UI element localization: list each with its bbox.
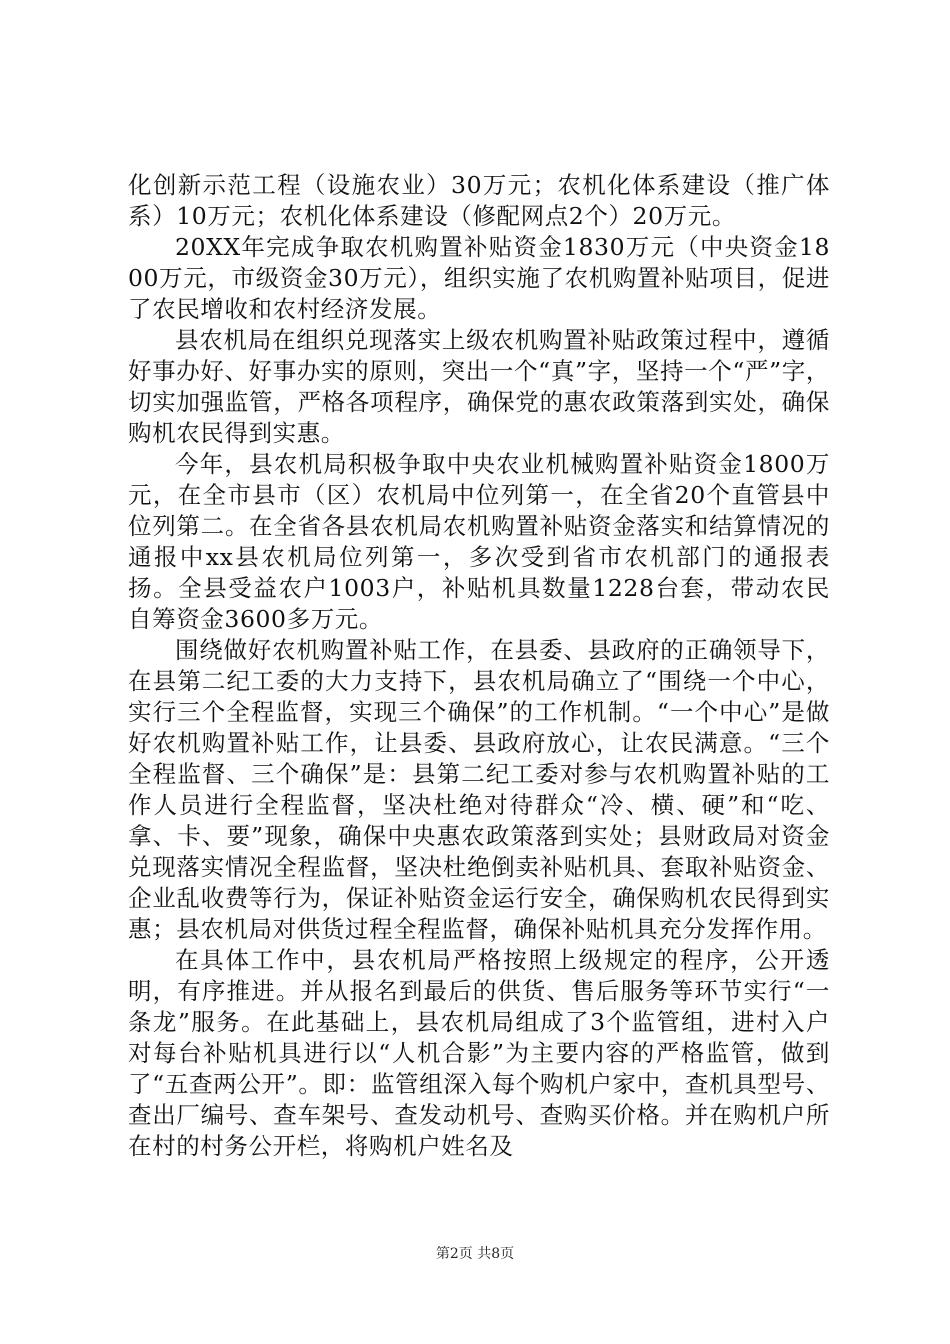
- paragraph-continuation: 化创新示范工程（设施农业）30万元；农机化体系建设（推广体系）10万元；农机化体系建设（修配网点2个）20万元。: [128, 171, 830, 230]
- paragraph-work-mechanism: 围绕做好农机购置补贴工作，在县委、县政府的正确领导下，在县第二纪工委的大力支持下，县农机局确立了“围绕一个中心，实行三个全程监督，实现三个确保”的工作机制。“一个中心”是做好农机购置补贴工作，让县委、县政府放心，让农民满意。“三个全程监督、三个确保”是：县第二纪工委对参与农机购置补贴的工作人员进行全程监督，坚决杜绝对待群众“冷、横、硬”和“吃、拿、卡、要”现象，确保中央惠农政策落到实处；县财政局对资金兑现落实情况全程监督，坚决杜绝倒卖补贴机具、套取补贴资金、企业乱收费等行为，保证补贴资金运行安全，确保购机农民得到实惠；县农机局对供货过程全程监督，确保补贴机具充分发挥作用。: [128, 636, 830, 943]
- paragraph-specific-work: 在具体工作中，县农机局严格按照上级规定的程序，公开透明，有序推进。并从报名到最后的供货、售后服务等环节实行“一条龙”服务。在此基础上，县农机局组成了3个监管组，进村入户对每台补贴机具进行以“人机合影”为主要内容的严格监管，做到了“五查两公开”。即：监管组深入每个购机户家中，查机具型号、查出厂编号、查车架号、查发动机号、查购买价格。并在购机户所在村的村务公开栏，将购机户姓名及: [128, 946, 830, 1160]
- paragraph-principles: 县农机局在组织兑现落实上级农机购置补贴政策过程中，遵循好事办好、好事办实的原则，突出一个“真”字，坚持一个“严”字，切实加强监管，严格各项程序，确保党的惠农政策落到实处，确保购机农民得到实惠。: [128, 326, 830, 447]
- document-body: [128, 170, 830, 1162]
- paragraph-this-year: 今年，县农机局积极争取中央农业机械购置补贴资金1800万元，在全市县市（区）农机局中位列第一，在全省20个直管县中位列第二。在全省各县农机局农机购置补贴资金落实和结算情况的通报中xx县农机局位列第一，多次受到省市农机部门的通报表扬。全县受益农户1003户，补贴机具数量1228台套，带动农民自筹资金3600多万元。: [128, 450, 830, 633]
- paragraph-subsidy-funds: 20XX年完成争取农机购置补贴资金1830万元（中央资金1800万元，市级资金30万元），组织实施了农机购置补贴项目，促进了农民增收和农村经济发展。: [128, 233, 830, 323]
- page-number-footer: 第2页 共8页: [435, 1246, 515, 1262]
